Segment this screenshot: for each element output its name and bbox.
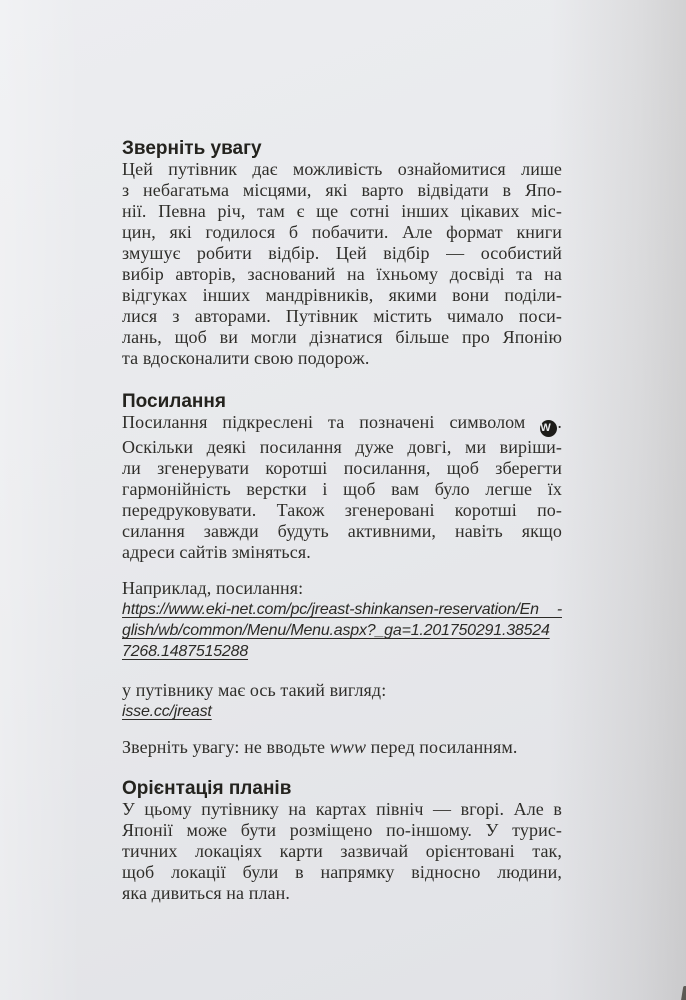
paragraph-line: Цей путівник дає можливість ознайомитися лише (122, 159, 562, 179)
paragraph-line: силання завжди будуть активними, навіть якщо (122, 521, 562, 541)
w-circle-icon (540, 420, 557, 437)
paragraph-line: цин, які годилося б побачити. Але формат книги (122, 222, 562, 242)
paragraph-line: з небагатьма місцями, які варто відвідати в Япо- (122, 180, 562, 200)
paragraph-line: відгуках інших мандрівників, якими вони поділи- (122, 285, 562, 305)
section-heading-links: Посилання (122, 391, 226, 412)
short-link-intro: у путівнику має ось такий вигляд: (122, 680, 387, 700)
w-circle-letter: W (540, 422, 551, 434)
short-link: isse.cc/jreast (122, 703, 212, 720)
note-emphasis-www: www (329, 737, 367, 757)
paragraph-line: передруковувати. Також згенеровані коротші по- (122, 500, 562, 520)
text-column (122, 138, 562, 904)
note-prefix: Зверніть увагу: не вводьте (122, 737, 326, 757)
paragraph-line: лань, щоб ви могли дізнатися більше про Японію (122, 327, 562, 347)
url-line: https://www.eki-net.com/pc/jreast-shinkansen-reservation/En - (122, 601, 562, 618)
url-line: 7268.1487515288 (122, 643, 249, 660)
symbol-line-period: . (557, 412, 562, 432)
paragraph-line-with-symbol (122, 412, 562, 437)
paragraph-line: Японії може бути розміщено по-іншому. У турис- (122, 820, 562, 840)
corner-shadow-mark (681, 986, 686, 1000)
note-suffix: перед посиланням. (370, 737, 518, 757)
example-url (122, 599, 562, 662)
paragraph-line: гармонійність верстки і щоб вам було легше їх (122, 479, 562, 499)
section-heading-attention: Зверніть увагу (122, 138, 262, 159)
symbol-line-text: Посилання підкреслені та позначені символом (122, 412, 526, 432)
paragraph-line: У цьому путівнику на картах північ — вгорі. Але в (122, 799, 562, 819)
paragraph-orientation (122, 799, 562, 904)
paragraph-line: лися з авторами. Путівник містить чимало поси- (122, 306, 562, 326)
paragraph-line: вибір авторів, заснований на їхньому досвіді та на (122, 264, 562, 284)
paragraph-links (122, 412, 562, 563)
paragraph-line: нії. Певна річ, там є ще сотні інших цікавих міс- (122, 201, 562, 221)
paragraph-line: Оскільки деякі посилання дуже довгі, ми виріши- (122, 437, 562, 457)
paragraph-line: яка дивиться на план. (122, 883, 290, 903)
paragraph-line: ли згенерувати коротші посилання, щоб зберегти (122, 458, 562, 478)
example-intro: Наприклад, посилання: (122, 578, 304, 598)
url-line: glish/wb/common/Menu/Menu.aspx?_ga=1.201750291.38524 (122, 622, 550, 639)
paragraph-line: та вдосконалити свою подорож. (122, 348, 370, 368)
paragraph-attention (122, 159, 562, 369)
note-line (122, 737, 562, 758)
paragraph-line: тичних локаціях карти зазвичай орієнтовані так, (122, 841, 562, 861)
paragraph-line: змушує робити відбір. Цей відбір — особистий (122, 243, 562, 263)
paragraph-line: адреси сайтів зміняться. (122, 542, 311, 562)
section-heading-orientation: Орієнтація планів (122, 778, 292, 799)
paragraph-line: щоб локації були в напрямку відносно людини, (122, 862, 562, 882)
